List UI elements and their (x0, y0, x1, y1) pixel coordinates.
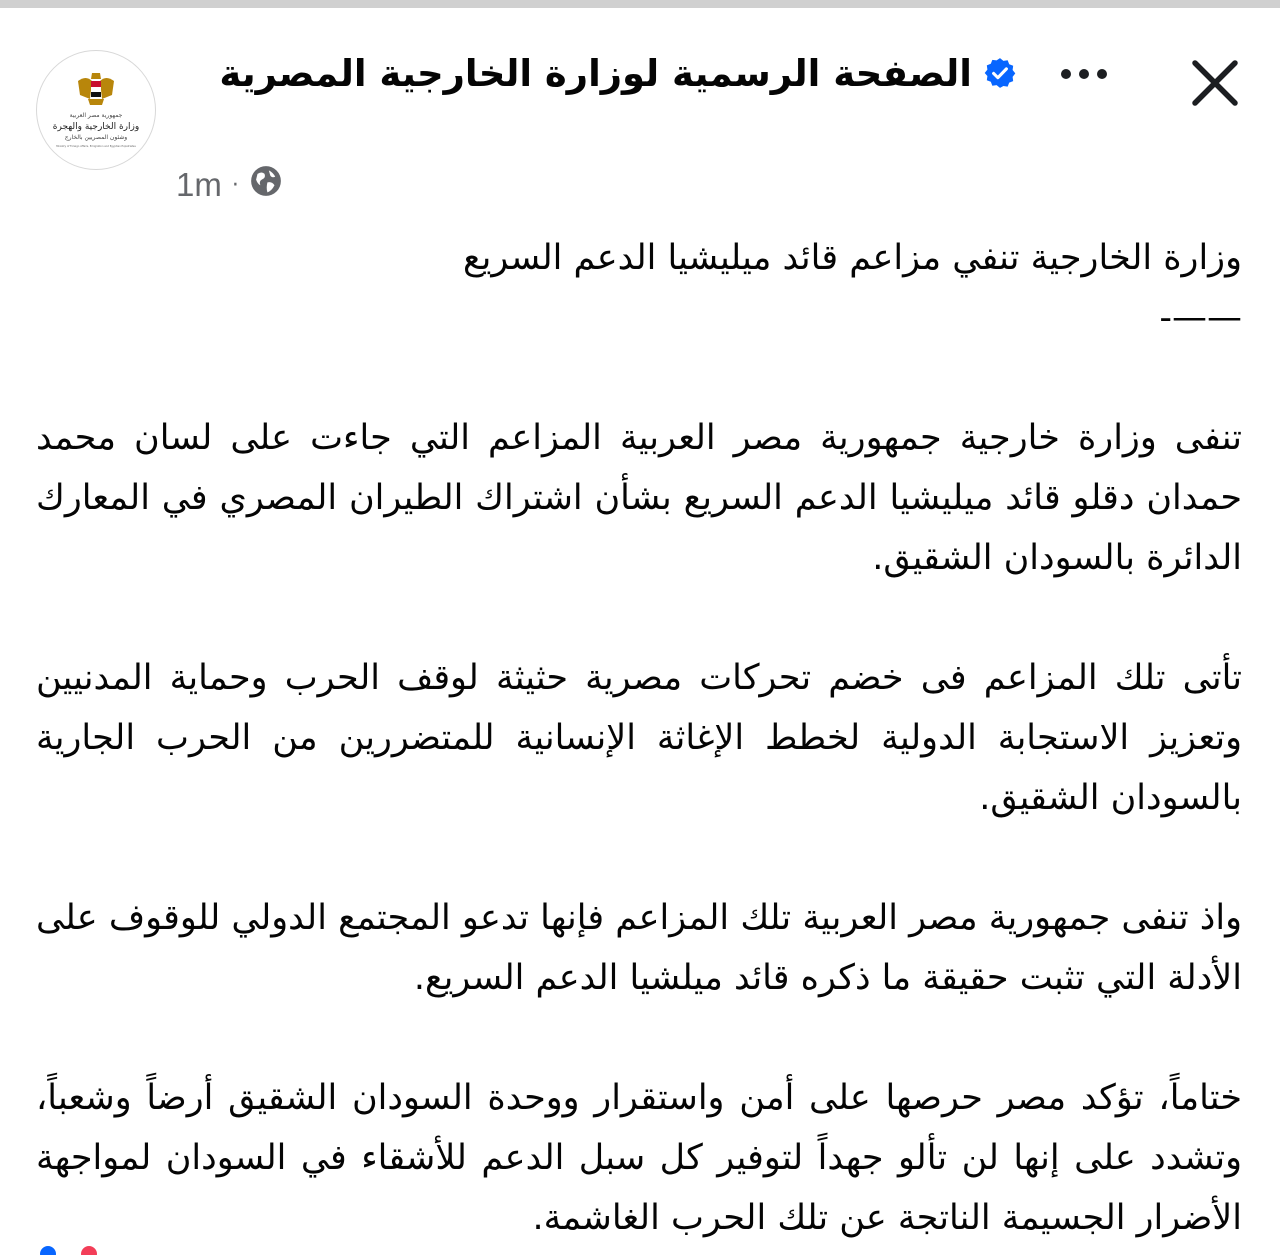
logo-text-1: جمهورية مصر العربية (69, 112, 123, 119)
avatar[interactable] (36, 50, 156, 170)
logo-text-3: وشئون المصريين بالخارج (64, 134, 128, 141)
post-paragraph: ختاماً، تؤكد مصر حرصها على أمن واستقرار ووحدة السودان الشقيق أرضاً وشعباً، وتشدد على إنها لن تألو جهداً لتوفير كل سبل الدعم للأشقاء في السودان لمواجهة الأضرار الجسيمة الناتجة عن تلك الحرب الغاشمة. (36, 1078, 1242, 1238)
post-body (36, 228, 1242, 1248)
reaction-icons-peek (40, 1246, 120, 1255)
timestamp[interactable]: 1m (176, 166, 222, 203)
page-name[interactable]: الصفحة الرسمية لوزارة الخارجية المصرية (219, 51, 972, 95)
post-title: وزارة الخارجية تنفي مزاعم قائد ميليشيا الدعم السريع (463, 238, 1242, 278)
post-paragraph: تنفى وزارة خارجية جمهورية مصر العربية المزاعم التي جاءت على لسان محمد حمدان دقلو قائد ميليشيا الدعم السريع بشأن اشتراك الطيران المصري في المعارك الدائرة بالسودان الشقيق. (36, 418, 1242, 578)
logo-text-4: Ministry of Foreign Affairs, Emigration and Egyptian Expatriates (56, 145, 136, 148)
logo-text-2: وزارة الخارجية والهجرة (52, 122, 140, 132)
ministry-logo-icon (37, 51, 155, 169)
verified-badge-icon (982, 55, 1018, 91)
more-options-button[interactable] (1052, 56, 1116, 92)
post-meta (176, 163, 283, 207)
page-name-row (219, 38, 1018, 108)
more-dots-icon (1060, 68, 1108, 80)
post-paragraph: واذ تنفى جمهورية مصر العربية تلك المزاعم فإنها تدعو المجتمع الدولي للوقوف على الأدلة التي تثبت حقيقة ما ذكره قائد ميلشيا الدعم السريع. (36, 898, 1242, 998)
love-reaction-icon (81, 1246, 97, 1255)
close-button[interactable] (1182, 50, 1248, 116)
post-header (0, 8, 1280, 223)
globe-icon[interactable] (249, 164, 283, 206)
top-strip (0, 0, 1280, 8)
post-divider: ——- (1159, 298, 1242, 338)
post-paragraph: تأتى تلك المزاعم فى خضم تحركات مصرية حثيثة لوقف الحرب وحماية المدنيين وتعزيز الاستجابة الدولية لخطط الإغاثة الإنسانية للمتضررين من الحرب الجارية بالسودان الشقيق. (36, 658, 1242, 818)
like-reaction-icon (40, 1246, 56, 1255)
close-icon (1190, 58, 1240, 108)
meta-separator: · (231, 172, 239, 198)
